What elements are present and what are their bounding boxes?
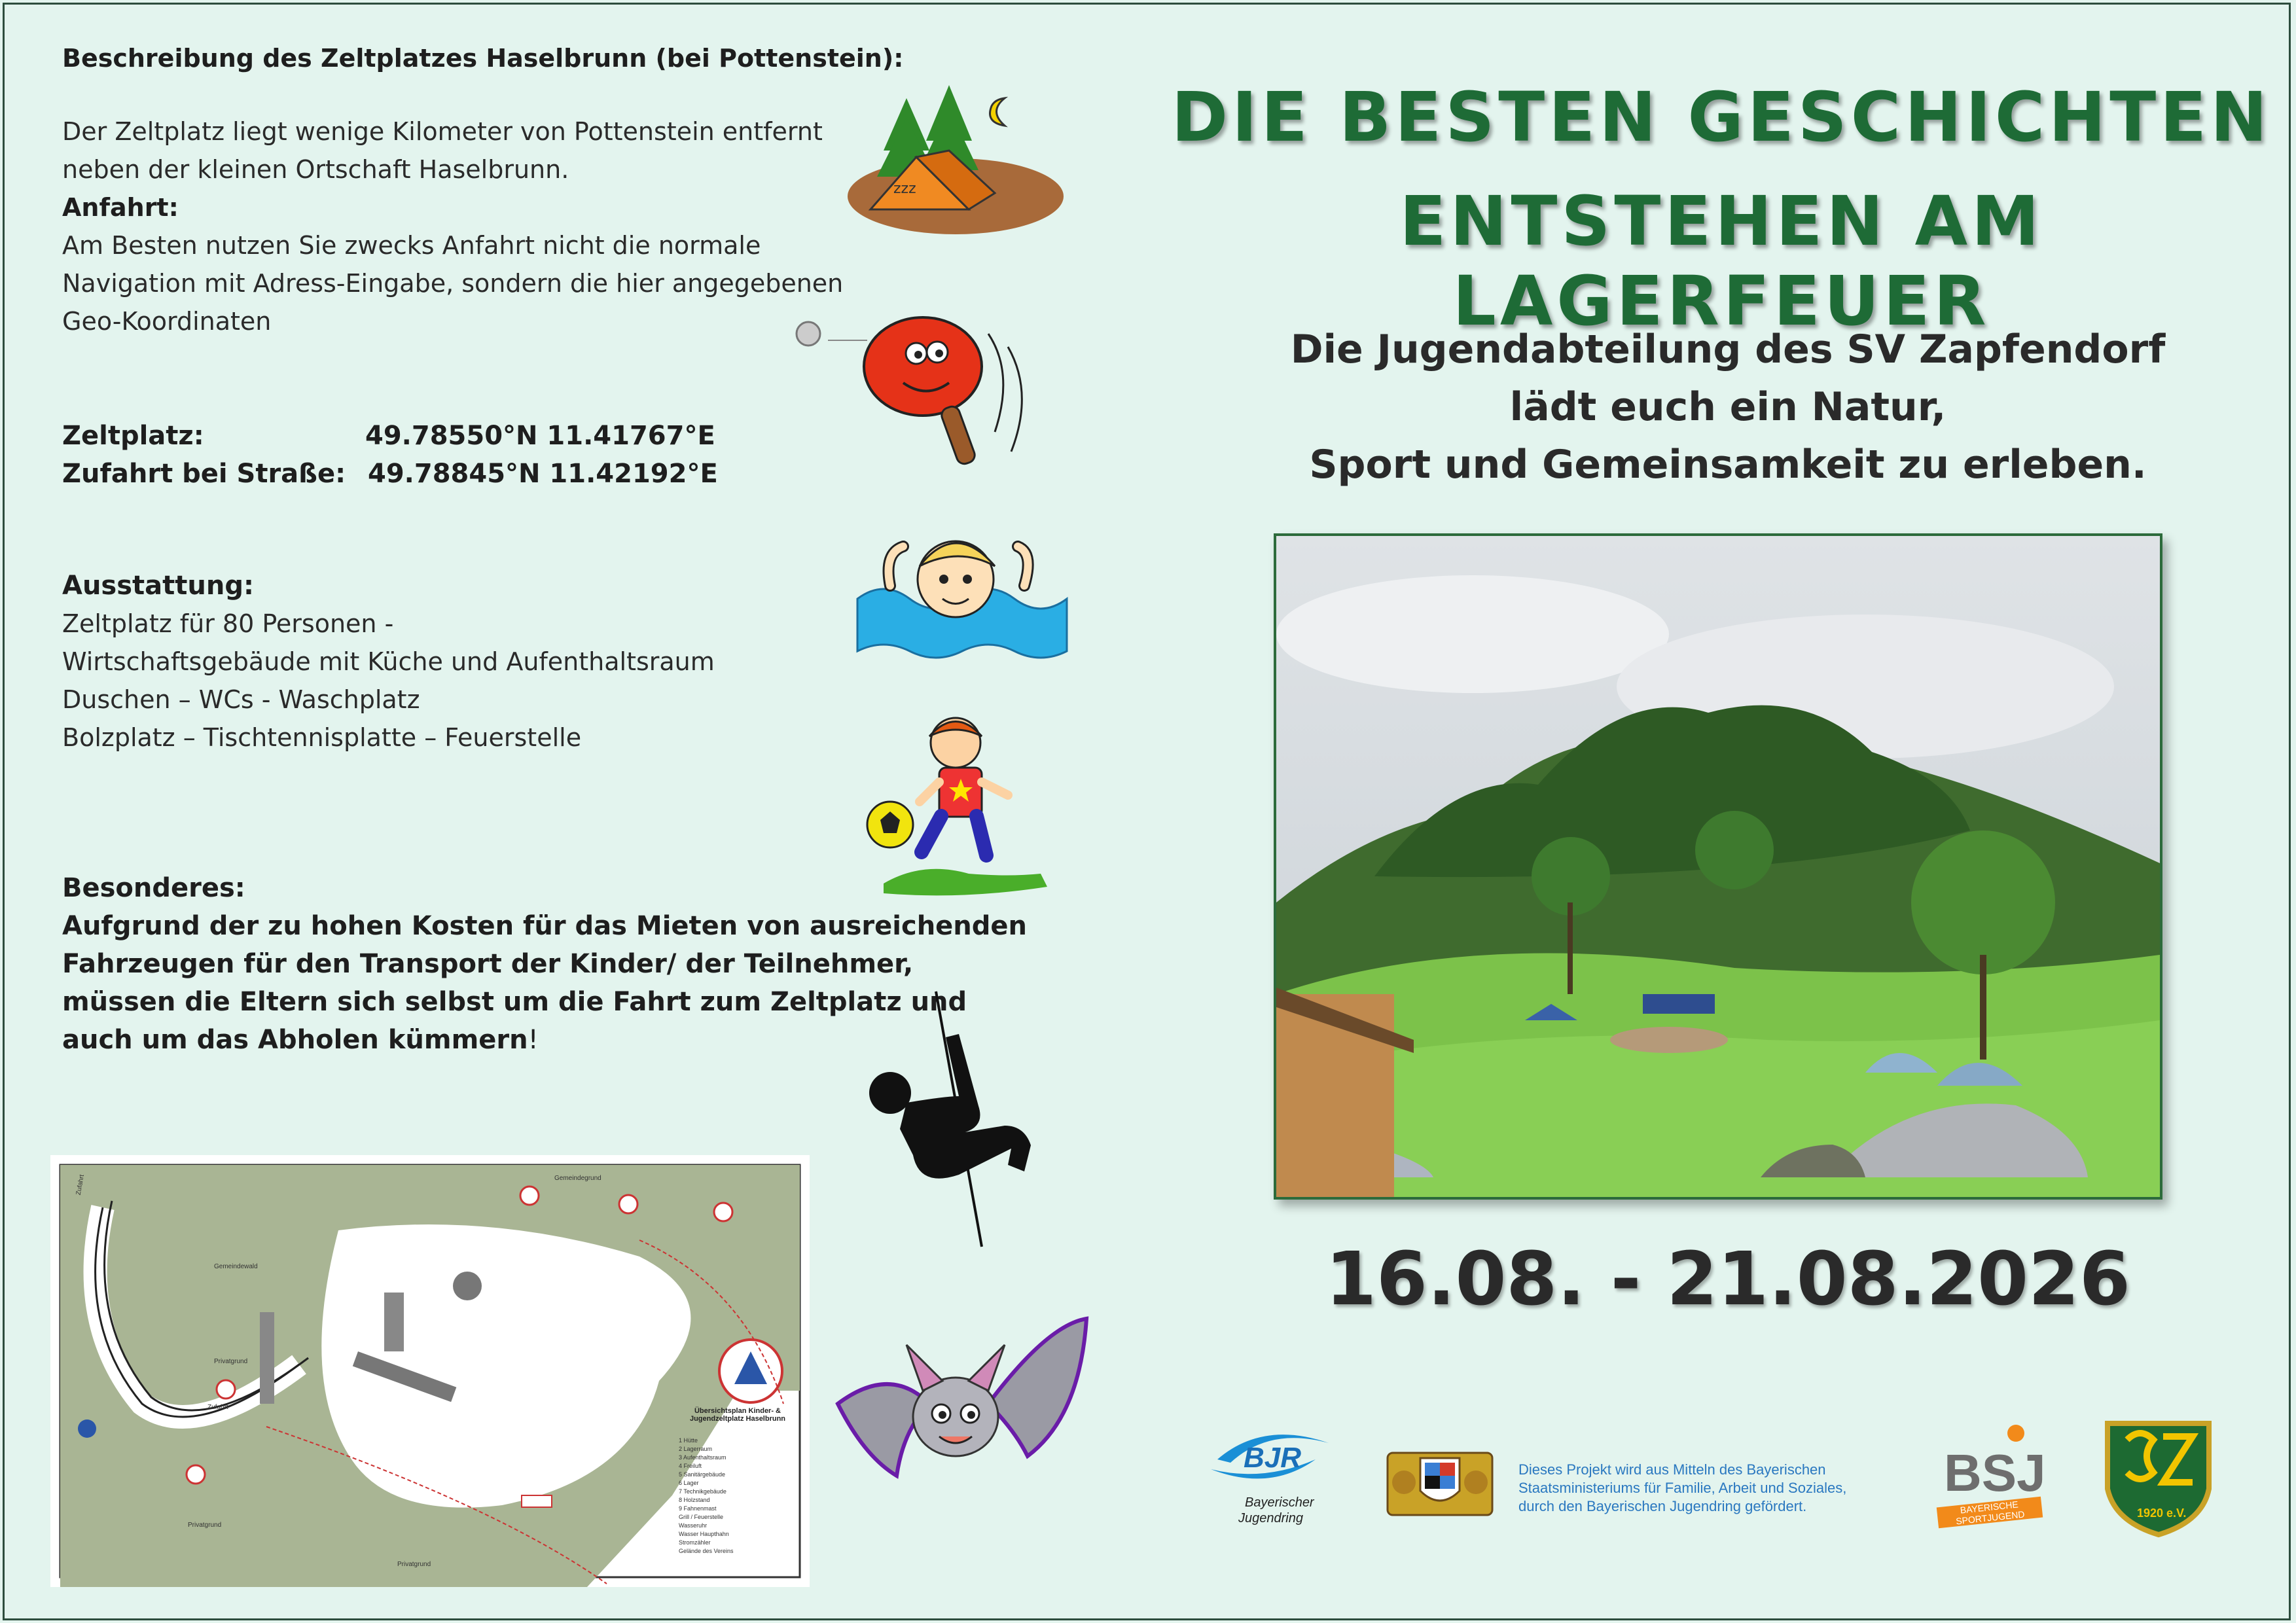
map-label-privatgrund: Privatgrund [397, 1561, 431, 1568]
zufahrt-label: Zufahrt bei Straße: [62, 459, 346, 489]
anfahrt-heading: Anfahrt: [62, 193, 179, 222]
zeltplatz-coordinates: 49.78550°N 11.41767°E [365, 421, 715, 451]
zeltplatz-label: Zeltplatz: [62, 421, 204, 451]
anfahrt-line-3: Geo-Koordinaten [62, 307, 272, 336]
bavarian-coat-of-arms-icon [1384, 1446, 1496, 1518]
map-label-gemeindewald: Gemeindewald [214, 1263, 258, 1270]
map-legend [679, 1436, 797, 1556]
bsj-logo [1918, 1420, 2049, 1531]
funding-notice-line-2: Staatsministeriums für Familie, Arbeit und Soziales, [1518, 1480, 1847, 1496]
bjr-name-line-1: Bayerischer [1245, 1495, 1314, 1510]
map-label-privatgrund: Privatgrund [188, 1522, 222, 1529]
legend-item: 2 Lagerraum [679, 1446, 713, 1452]
legend-item: 5 Sanitärgebäude [679, 1471, 726, 1478]
besonderes-last-end: ! [528, 1025, 539, 1055]
map-label-gemeindegrund: Gemeindegrund [554, 1175, 601, 1182]
anfahrt-line-2: Navigation mit Adress-Eingabe, sondern die hier angegebenen [62, 269, 844, 298]
besonderes-line: müssen die Eltern sich selbst um die Fahrt zum Zeltplatz und [62, 987, 967, 1017]
subtitle-line-2: lädt euch ein Natur, [1509, 384, 1946, 430]
bsj-mark-text: BSJ [1944, 1444, 2046, 1502]
legend-item: 6 Lager [679, 1480, 699, 1486]
sv-zapfendorf-club-crest [2101, 1414, 2215, 1538]
bjr-name-line-2: Jugendring [1238, 1511, 1303, 1525]
subtitle-line-1: Die Jugendabteilung des SV Zapfendorf [1290, 327, 2166, 372]
legend-item: 8 Holzstand [679, 1497, 710, 1503]
ausstattung-item: Zeltplatz für 80 Personen - [62, 609, 394, 638]
intro-line-2: neben der kleinen Ortschaft Haselbrunn. [62, 155, 569, 184]
bjr-logo [1204, 1423, 1335, 1528]
campsite-photo-drawing [1276, 536, 2160, 1197]
table-tennis-icon [792, 314, 1073, 478]
anfahrt-line-1: Am Besten nutzen Sie zwecks Anfahrt nicht die normale [62, 231, 761, 260]
besonderes-last-bold: auch um das Abholen kümmern [62, 1025, 528, 1055]
legend-item: 4 Freiluft [679, 1463, 702, 1469]
funding-notice-line-1: Dieses Projekt wird aus Mitteln des Bayerischen [1518, 1461, 1826, 1478]
tent-camp-icon [844, 79, 1073, 242]
ausstattung-heading: Ausstattung: [62, 571, 254, 601]
description-title: Beschreibung des Zeltplatzes Haselbrunn (bei Pottenstein): [62, 44, 904, 73]
legend-item: 3 Aufenthaltsraum [679, 1454, 726, 1461]
besonderes-heading: Besonderes: [62, 873, 245, 903]
legend-item: Stromzähler [679, 1539, 711, 1546]
site-map [50, 1155, 810, 1587]
legend-item: 9 Fahnenmast [679, 1505, 717, 1512]
svg-text:zzz: zzz [893, 181, 916, 197]
bsj-ribbon-text: BAYERISCHE SPORTJUGEND [1937, 1497, 2043, 1529]
besonderes-last-line [62, 1021, 539, 1059]
swimming-boy-icon [851, 527, 1086, 668]
climber-silhouette-icon [857, 988, 1086, 1250]
football-boy-icon [864, 717, 1054, 900]
zufahrt-coordinates: 49.78845°N 11.42192°E [368, 459, 718, 489]
campsite-photo [1274, 533, 2162, 1200]
besonderes-line: Fahrzeugen für den Transport der Kinder/ der Teilnehmer, [62, 949, 914, 979]
headline-line-2: ENTSTEHEN AM LAGERFEUER [1399, 181, 2043, 341]
ausstattung-item: Duschen – WCs - Waschplatz [62, 685, 420, 714]
bjr-mark-text: BJR [1244, 1442, 1302, 1474]
legend-item: Wasser Haupthahn [679, 1531, 729, 1537]
event-date: 16.08. - 21.08.2026 [1325, 1237, 2130, 1322]
besonderes-line: Aufgrund der zu hohen Kosten für das Mieten von ausreichenden [62, 911, 1028, 941]
club-year-text: 1920 e.V. [2137, 1507, 2187, 1520]
ausstattung-item: Wirtschaftsgebäude mit Küche und Aufenthaltsraum [62, 647, 715, 676]
legend-item: 1 Hütte [679, 1437, 698, 1444]
intro-line-1: Der Zeltplatz liegt wenige Kilometer von Pottenstein entfernt [62, 117, 823, 146]
legend-item: Wasseruhr [679, 1522, 708, 1529]
ausstattung-item: Bolzplatz – Tischtennisplatte – Feuerstelle [62, 723, 582, 752]
map-label-zufahrt: Zufahrt [207, 1404, 228, 1411]
map-legend-title: Übersichtsplan Kinder- & Jugendzeltplatz Haselbrunn [689, 1407, 786, 1423]
legend-item: Gelände des Vereins [679, 1548, 734, 1554]
legend-item: Grill / Feuerstelle [679, 1514, 724, 1520]
legend-item: 7 Technikgebäude [679, 1488, 726, 1495]
funding-notice-line-3: durch den Bayerischen Jugendring gefördert. [1518, 1498, 1807, 1514]
subtitle-line-3: Sport und Gemeinsamkeit zu erleben. [1309, 442, 2147, 488]
map-label-privatgrund: Privatgrund [214, 1358, 248, 1365]
map-label-zufahrt: Zufahrt [75, 1173, 86, 1196]
bat-icon [831, 1306, 1093, 1515]
headline-line-1: DIE BESTEN GESCHICHTEN [1171, 77, 2272, 157]
